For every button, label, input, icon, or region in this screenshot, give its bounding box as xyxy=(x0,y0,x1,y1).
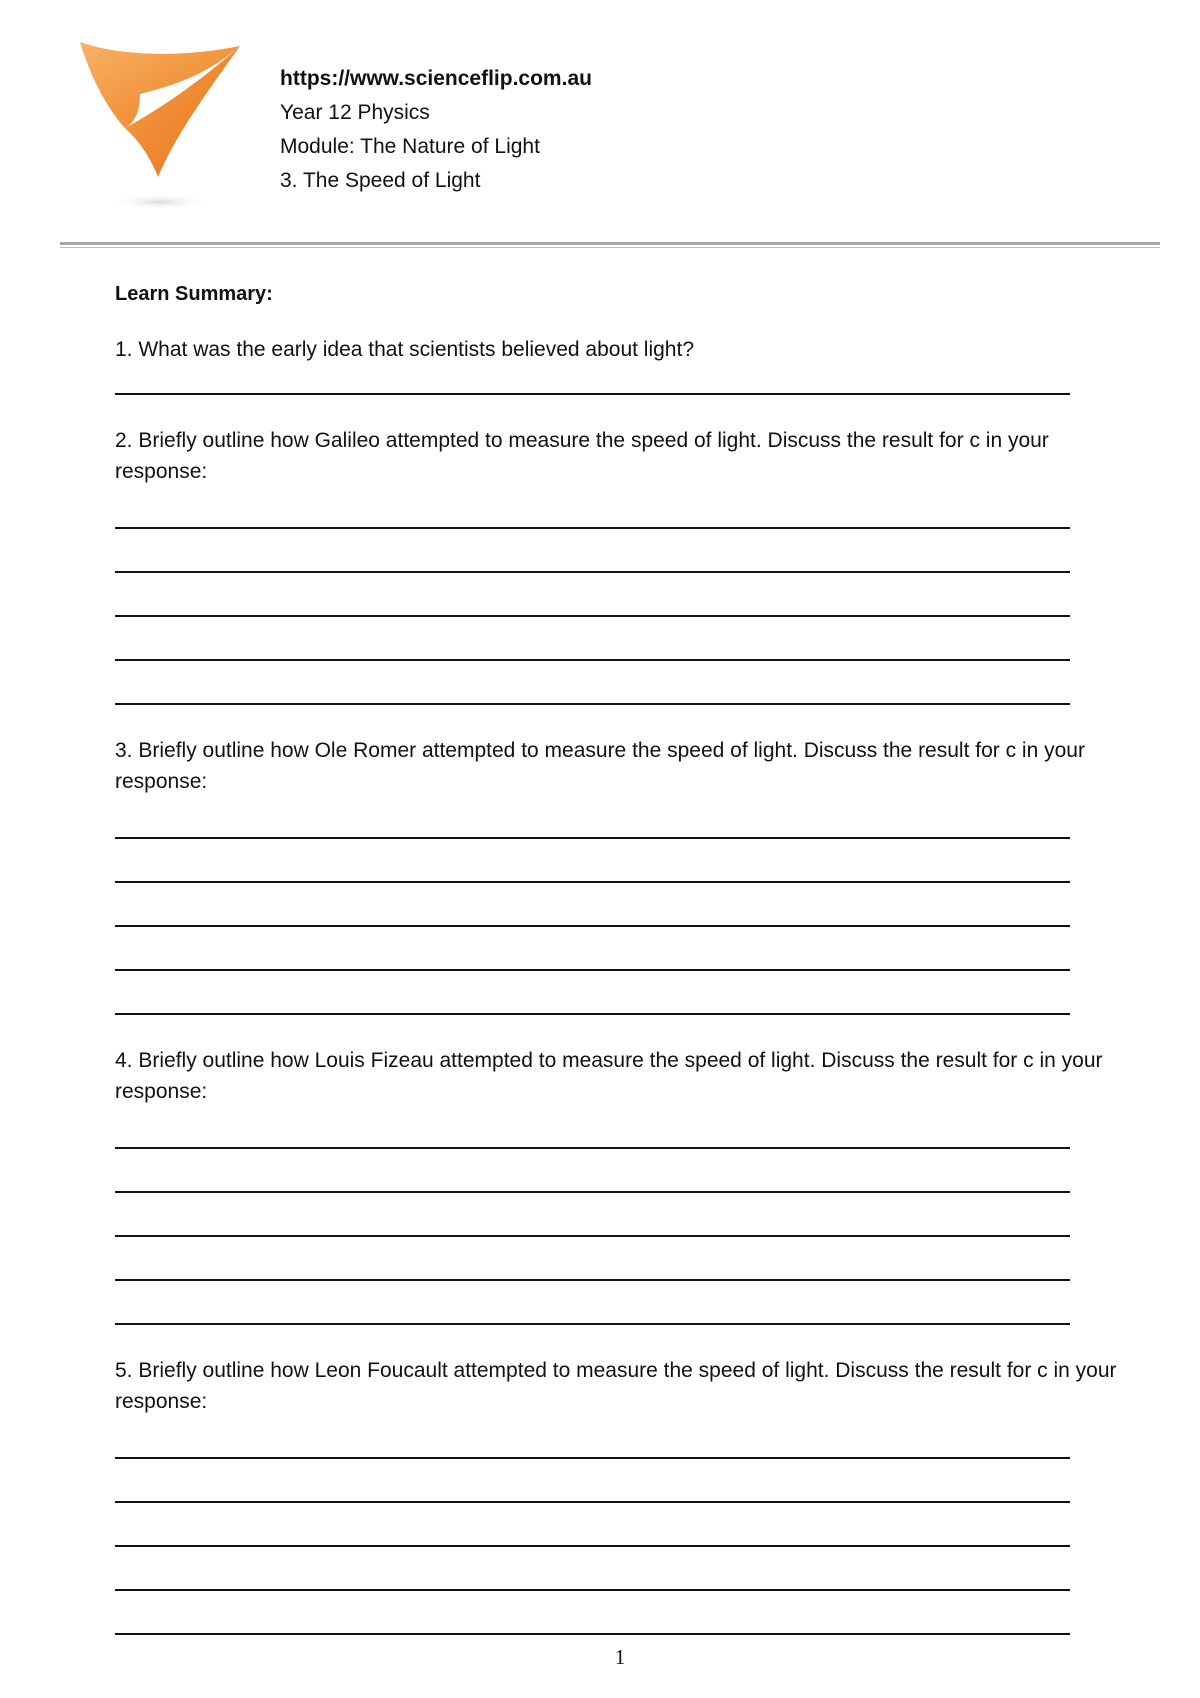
answer-line[interactable] xyxy=(115,1591,1070,1635)
question-2 xyxy=(115,425,1125,705)
answer-line[interactable] xyxy=(115,661,1070,705)
answer-line[interactable] xyxy=(115,883,1070,927)
question-list xyxy=(115,334,1125,1635)
header-divider-thin xyxy=(60,247,1160,248)
answer-line[interactable] xyxy=(115,487,1070,529)
answer-line[interactable] xyxy=(115,365,1070,395)
logo-arrow-icon xyxy=(80,42,250,217)
module-label: Module: The Nature of Light xyxy=(280,135,540,158)
answer-line[interactable] xyxy=(115,1459,1070,1503)
answer-line[interactable] xyxy=(115,1107,1070,1149)
page-number: 1 xyxy=(614,1645,626,1669)
answer-line[interactable] xyxy=(115,1281,1070,1325)
answer-line[interactable] xyxy=(115,573,1070,617)
topic-label: 3. The Speed of Light xyxy=(280,169,481,192)
document-header xyxy=(280,62,592,198)
answer-line[interactable] xyxy=(115,1237,1070,1281)
question-text: 4. Briefly outline how Louis Fizeau attempted to measure the speed of light. Discuss the result for c in your response: xyxy=(115,1049,1103,1103)
question-3 xyxy=(115,735,1125,1015)
answer-line[interactable] xyxy=(115,1417,1070,1459)
question-text: 1. What was the early idea that scientists believed about light? xyxy=(115,338,694,361)
answer-line[interactable] xyxy=(115,839,1070,883)
site-url[interactable]: https://www.scienceflip.com.au xyxy=(280,67,592,90)
answer-line[interactable] xyxy=(115,1149,1070,1193)
scienceflip-logo xyxy=(80,42,250,217)
answer-line[interactable] xyxy=(115,971,1070,1015)
question-4 xyxy=(115,1045,1125,1325)
year-label: Year 12 Physics xyxy=(280,101,430,124)
answer-line[interactable] xyxy=(115,797,1070,839)
answer-line[interactable] xyxy=(115,1193,1070,1237)
section-title: Learn Summary: xyxy=(115,283,273,305)
question-text: 2. Briefly outline how Galileo attempted to measure the speed of light. Discuss the result for c in your response: xyxy=(115,429,1049,483)
answer-line[interactable] xyxy=(115,927,1070,971)
answer-line[interactable] xyxy=(115,1547,1070,1591)
answer-line[interactable] xyxy=(115,529,1070,573)
question-5 xyxy=(115,1355,1125,1635)
header-divider xyxy=(60,242,1160,245)
question-1 xyxy=(115,334,1125,395)
answer-line[interactable] xyxy=(115,1503,1070,1547)
worksheet-body xyxy=(115,280,1125,1635)
question-text: 3. Briefly outline how Ole Romer attempted to measure the speed of light. Discuss the result for c in your response: xyxy=(115,739,1085,793)
question-text: 5. Briefly outline how Leon Foucault attempted to measure the speed of light. Discuss the result for c in your response: xyxy=(115,1359,1117,1413)
answer-line[interactable] xyxy=(115,617,1070,661)
